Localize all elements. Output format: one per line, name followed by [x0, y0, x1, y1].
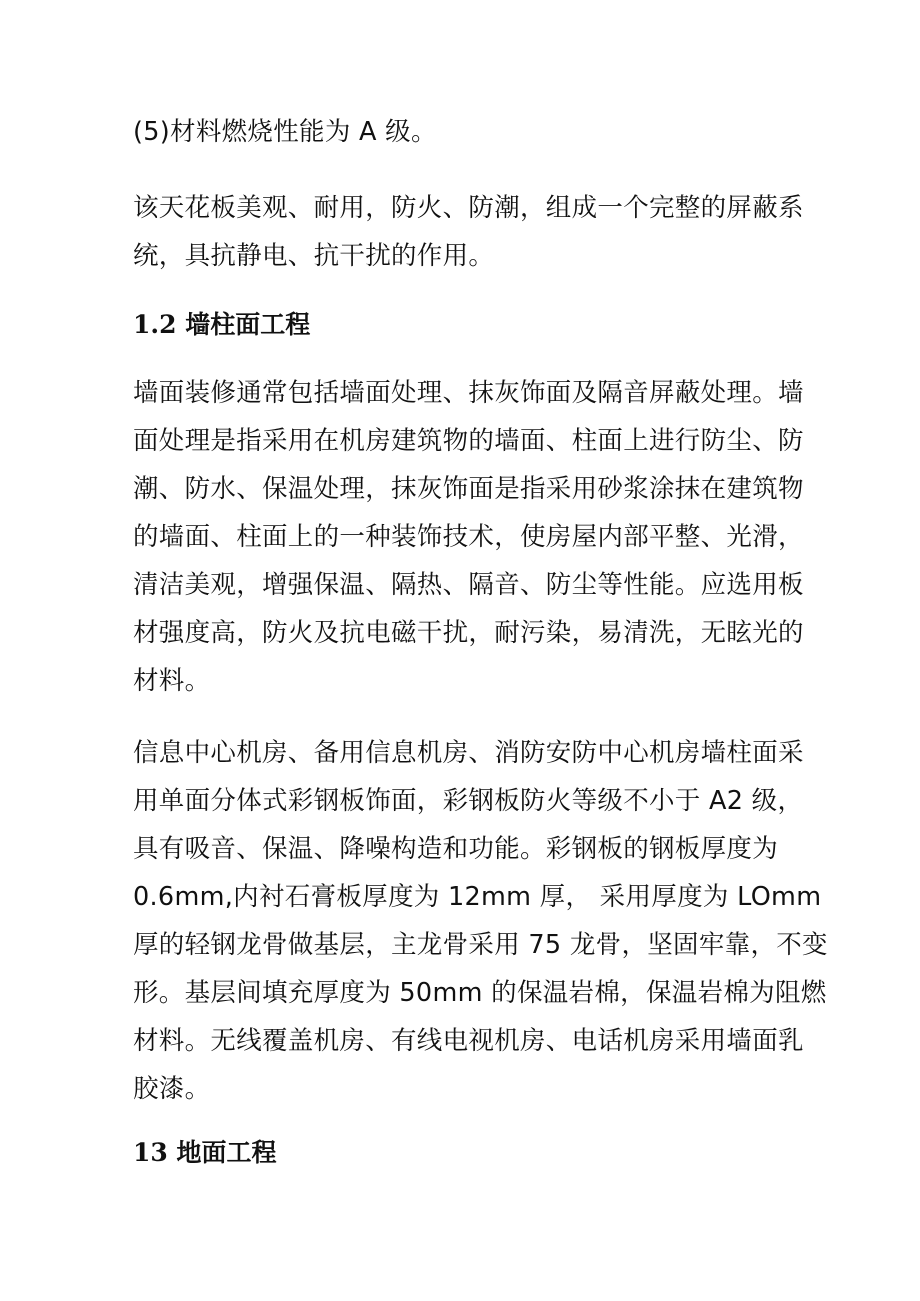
section-heading-wall-column: 1.2 墙柱面工程	[133, 310, 311, 339]
text-line: 形。基层间填充厚度为 50mm 的保温岩棉，保温岩棉为阻燃	[133, 978, 827, 1008]
text-line: 用单面分体式彩钢板饰面，彩钢板防火等级不小于 A2 级，	[133, 786, 804, 816]
text-line: 材料。	[133, 666, 211, 696]
text-line: 该天花板美观、耐用，防火、防潮，组成一个完整的屏蔽系	[133, 193, 804, 223]
text-line: 材强度高，防火及抗电磁干扰，耐污染，易清洗，无眩光的	[133, 618, 804, 648]
text-line: 材料。无线覆盖机房、有线电视机房、电话机房采用墙面乳	[133, 1026, 804, 1056]
paragraph-wall-finishing	[133, 369, 804, 705]
text-line: 面处理是指采用在机房建筑物的墙面、柱面上进行防尘、防	[133, 426, 804, 456]
text-line: 清洁美观，增强保温、隔热、隔音、防尘等性能。应选用板	[133, 570, 804, 600]
text-line: 统，具抗静电、抗干扰的作用。	[133, 241, 495, 271]
text-line: 潮、防水、保温处理，抹灰饰面是指采用砂浆涂抹在建筑物	[133, 474, 804, 504]
paragraph-ceiling-description	[133, 184, 804, 280]
text-line: 胶漆。	[133, 1074, 211, 1104]
paragraph-material-rating	[133, 108, 793, 156]
text-line: 的墙面、柱面上的一种装饰技术，使房屋内部平整、光滑，	[133, 522, 804, 552]
text-line: 具有吸音、保温、降噪构造和功能。彩钢板的钢板厚度为	[133, 834, 779, 864]
text-line: 0.6mm,内衬石膏板厚度为 12mm 厚， 采用厚度为 LOmm	[133, 882, 822, 912]
paragraph-color-steel-panel	[133, 729, 828, 1113]
text-line: 信息中心机房、备用信息机房、消防安防中心机房墙柱面采	[133, 738, 804, 768]
section-heading-floor: 13 地面工程	[133, 1138, 277, 1167]
text-line: (5)材料燃烧性能为 A 级。	[133, 117, 437, 147]
text-line: 墙面装修通常包括墙面处理、抹灰饰面及隔音屏蔽处理。墙	[133, 378, 804, 408]
text-line: 厚的轻钢龙骨做基层，主龙骨采用 75 龙骨，坚固牢靠，不变	[133, 930, 828, 960]
